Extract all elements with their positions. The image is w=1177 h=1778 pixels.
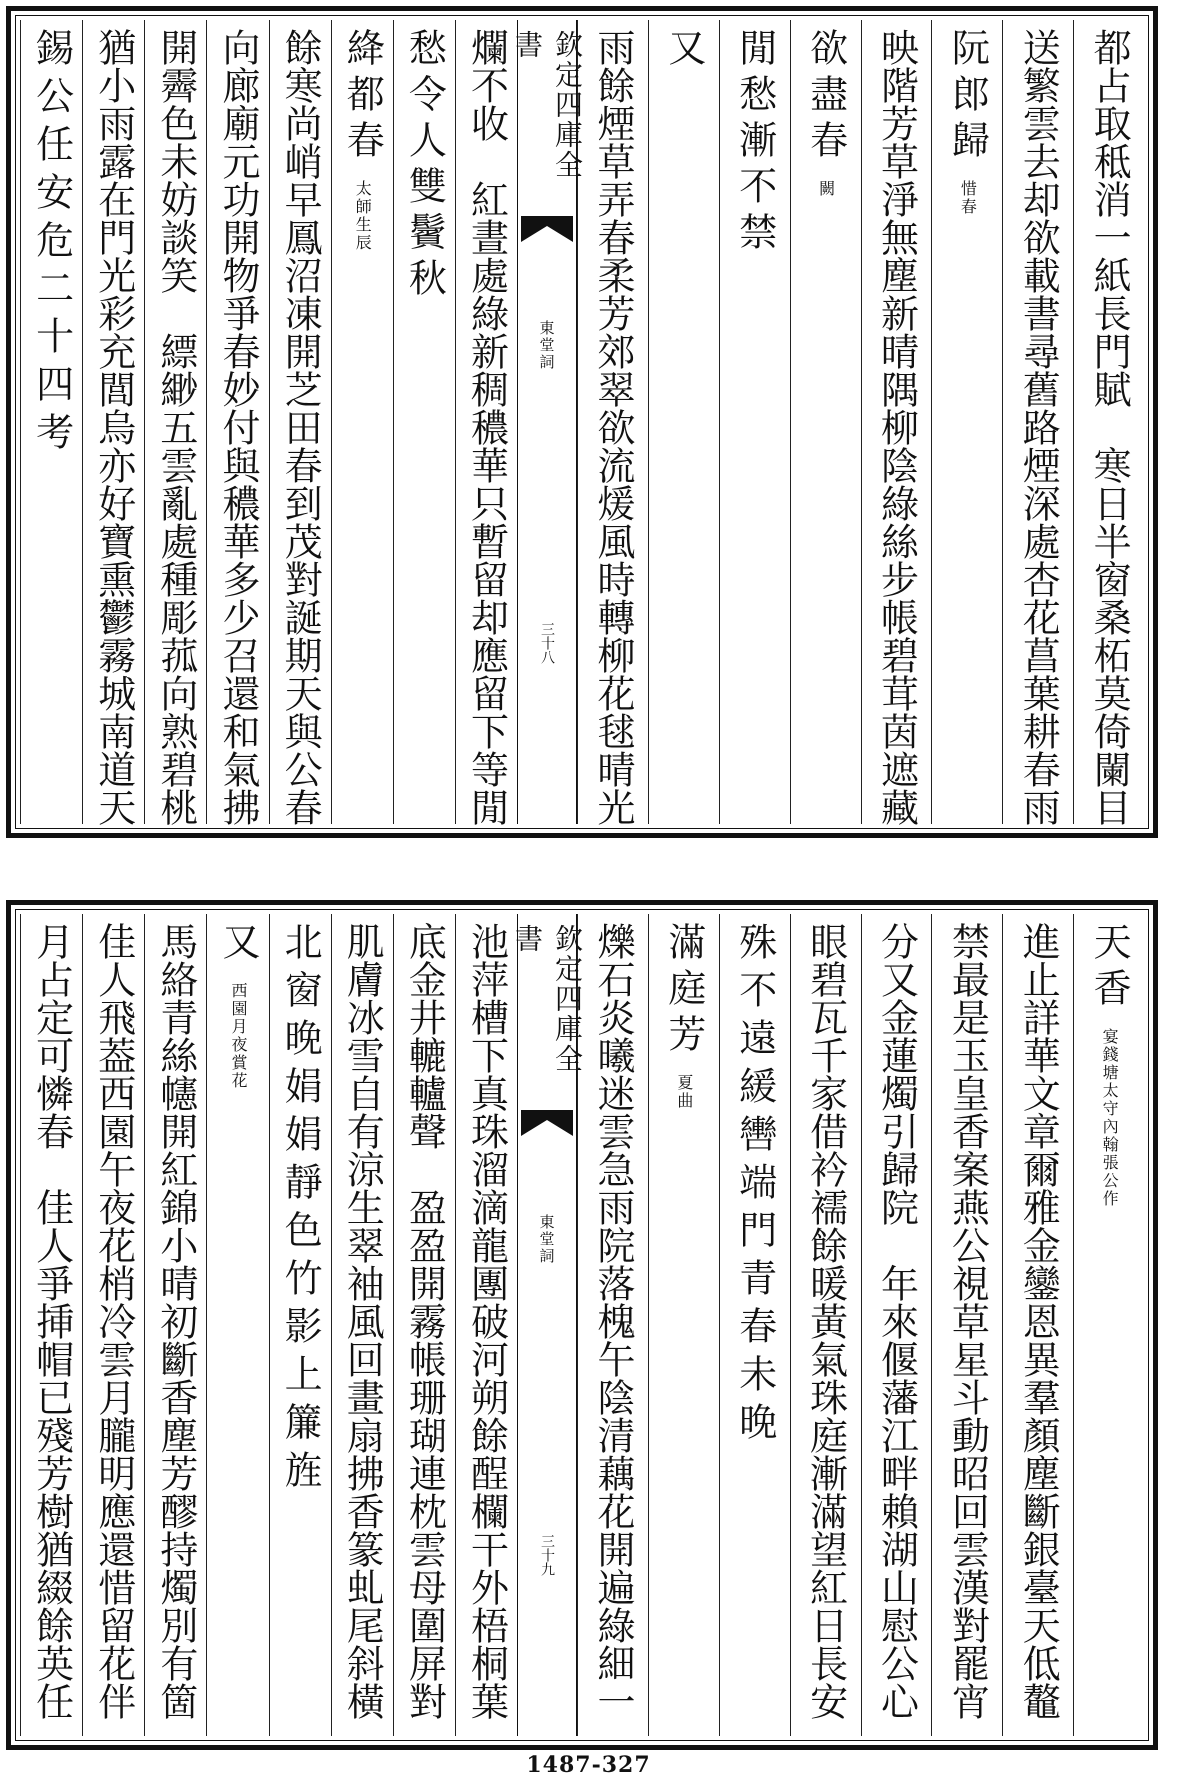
fishtail-mark [521,216,573,242]
column-text: 天香 [1087,922,1132,1014]
column-text: 欲盡春 [803,28,848,166]
text-column [1073,914,1144,1736]
column-text: 餘寒尚峭早鳳沼凍開芝田春到茂對誕期天與公春 [278,28,323,826]
text-column [82,20,144,824]
book-series-title: 欽定四庫全書 [511,30,584,180]
column-text: 雨餘煙草弄春柔芳郊翠欲流煖風時轉柳花毬晴光 [590,28,635,826]
text-column [931,20,1002,824]
text-column [331,20,393,824]
text-column [206,20,268,824]
text-column [931,914,1002,1736]
column-text: 錫公任安危二十四考 [29,28,74,460]
book-series-title: 欽定四庫全書 [511,924,584,1074]
column-text: 肌膚冰雪自有涼生翠袖風回畫扇拂香篆虬尾斜橫 [340,922,385,1720]
text-column [1002,914,1073,1736]
text-column [861,914,932,1736]
column-annotation: 惜春 [958,180,978,216]
column-text: 絳都春 [340,28,385,166]
text-column [393,914,455,1736]
leaf-number: 三十八 [539,622,555,664]
column-text: 北窗晚娟娟靜色竹影上簾旌 [278,922,323,1498]
column-annotation: 闕 [816,180,836,198]
column-text: 阮郎歸 [945,28,990,166]
column-text: 進止詳華文章爾雅金鑾恩異羣顏塵斷銀臺天低鼇 [1016,922,1061,1720]
column-text: 滿庭芳 [661,922,706,1060]
column-text: 閒愁漸不禁 [732,28,777,258]
column-text: 爍石炎曦迷雲急雨院落槐午陰清藕花開遍綠細一 [590,922,635,1720]
column-text: 映階芳草淨無塵新晴隅柳陰綠絲步帳碧茸茵遮藏 [874,28,919,826]
text-column [861,20,932,824]
column-text: 又 [661,28,706,74]
leaf-number: 三十九 [539,1534,555,1576]
text-column [82,914,144,1736]
column-annotation: 夏曲 [674,1074,694,1110]
column-annotation: 太師生辰 [353,180,373,252]
column-text: 向廊廟元功開物爭春妙付與穠華多少召還和氣拂 [215,28,260,826]
column-text: 眼碧瓦千家借衿襦餘暖黃氣珠庭漸滿望紅日長安 [803,922,848,1720]
column-text: 馬絡青絲幰開紅錦小晴初斷香塵芳醪持燭別有箇 [153,922,198,1720]
text-column [269,20,331,824]
column-text: 殊不遠緩轡端門青春未晚 [732,922,777,1450]
text-column [20,20,82,824]
text-column [331,914,393,1736]
column-text: 禁最是玉皇香案燕公視草星斗動昭回雲漢對罷宵 [945,922,990,1720]
text-column [790,914,861,1736]
fishtail-mark [521,1110,573,1136]
column-text: 分又金蓮燭引歸院 年來偃藩江畔賴湖山慰公心 [874,922,919,1720]
column-text: 佳人飛葢西園午夜花梢冷雲月朧明應還惜留花伴 [91,922,136,1720]
text-column [719,914,790,1736]
column-text: 底金井轆轤聲 盈盈開霧帳珊瑚連枕雲母圍屏對 [402,922,447,1720]
book-title: 東堂詞 [537,1214,556,1265]
column-text: 猶小雨露在門光彩充閭烏亦好寶熏鬱霧城南道天 [91,28,136,826]
text-column [790,20,861,824]
text-column [144,20,206,824]
column-text: 月占定可憐春 佳人爭挿帽已殘芳樹猶綴餘英任 [29,922,74,1720]
column-annotation: 宴錢塘太守內翰張公作 [1100,1028,1120,1208]
text-column [269,914,331,1736]
column-text: 爛不收 紅晝處綠新稠穠華只暫留却應留下等閒 [464,28,509,826]
text-column [1002,20,1073,824]
column-text: 池萍槽下真珠溜滴龍團破河朔餘酲欄干外梧桐葉 [464,922,509,1720]
text-column [1073,20,1144,824]
column-text: 又 [215,922,260,968]
column-text: 開霽色未妨談笑 縹緲五雲亂處種彫菰向熟碧桃 [153,28,198,826]
column-text: 愁令人雙鬢秋 [402,28,447,304]
column-annotation: 西園月夜賞花 [228,982,248,1090]
text-column [20,914,82,1736]
book-title: 東堂詞 [537,320,556,371]
text-column [144,914,206,1736]
column-text: 都占取秪消一紙長門賦 寒日半窗桑柘莫倚闌目 [1087,28,1132,826]
top-page [6,6,1158,838]
text-column [393,20,455,824]
column-text: 送繁雲去却欲載書尋舊路煙深處杏花菖葉耕春雨 [1016,28,1061,826]
text-column [648,20,719,824]
text-column [648,914,719,1736]
text-column [719,20,790,824]
page-number: 1487-327 [526,1752,651,1778]
center-gutter [511,914,584,1736]
center-gutter [511,20,584,824]
text-column [206,914,268,1736]
bottom-page [6,900,1158,1750]
text-column [577,20,648,824]
text-column [577,914,648,1736]
